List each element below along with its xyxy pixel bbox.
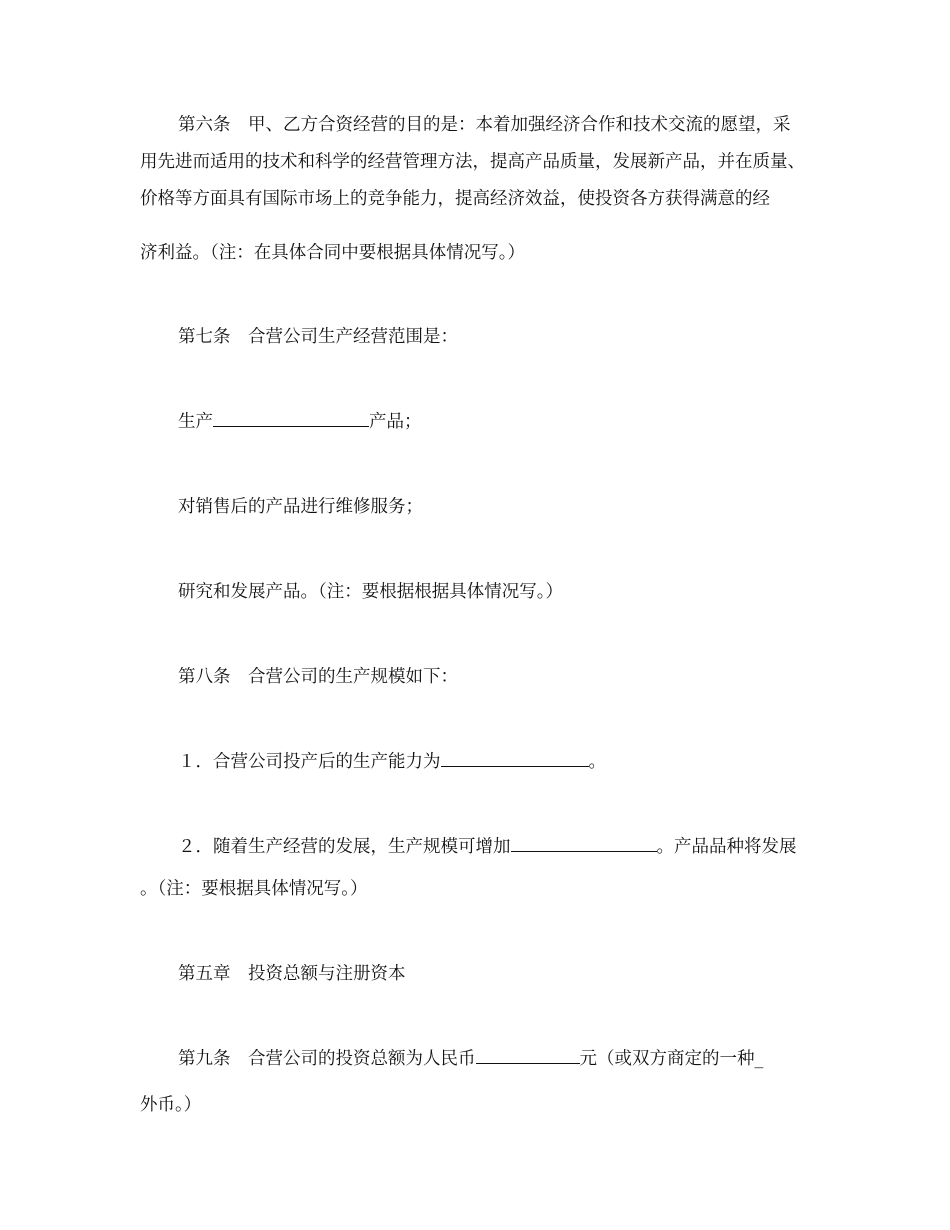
article9-suffix: 元（或双方商定的一种_ bbox=[579, 1049, 764, 1069]
article7-item2: 对销售后的产品进行维修服务； bbox=[178, 497, 423, 517]
article6-line3: 价格等方面具有国际市场上的竞争能力，提高经济效益，使投资各方获得满意的经 bbox=[140, 189, 770, 209]
article6-line1: 第六条 甲、乙方合资经营的目的是：本着加强经济合作和技术交流的愿望，采 bbox=[178, 115, 791, 135]
article8-item2-blank bbox=[511, 835, 657, 852]
article7-item1 bbox=[178, 410, 422, 434]
article9-prefix: 第九条 合营公司的投资总额为人民币 bbox=[178, 1049, 476, 1069]
article8-item2-prefix: ２．随着生产经营的发展，生产规模可增加 bbox=[178, 837, 511, 857]
article9-blank bbox=[476, 1047, 580, 1064]
article8-item1-prefix: １．合营公司投产后的生产能力为 bbox=[178, 752, 441, 772]
article7-item1-blank bbox=[213, 410, 369, 427]
article8-heading: 第八条 合营公司的生产规模如下： bbox=[178, 667, 458, 687]
article8-item2 bbox=[178, 835, 797, 859]
article6-line2: 用先进而适用的技术和科学的经营管理方法，提高产品质量，发展新产品，并在质量、 bbox=[140, 152, 805, 172]
article7-heading: 第七条 合营公司生产经营范围是： bbox=[178, 327, 458, 347]
article7-item3: 研究和发展产品。（注：要根据根据具体情况写。） bbox=[178, 582, 563, 602]
article7-item1-suffix: 产品； bbox=[369, 412, 422, 432]
chapter5-heading: 第五章 投资总额与注册资本 bbox=[178, 964, 406, 984]
article8-item2-suffix: 。产品品种将发展 bbox=[656, 837, 797, 857]
article8-item1-blank bbox=[441, 750, 589, 767]
article8-item2-continuation: 。（注：要根据具体情况写。） bbox=[140, 879, 368, 899]
article9-continuation: 外币。） bbox=[140, 1095, 202, 1115]
article9-line1 bbox=[178, 1047, 763, 1071]
article7-item1-prefix: 生产 bbox=[178, 412, 213, 432]
article6-line4: 济利益。（注：在具体合同中要根据具体情况写。） bbox=[140, 243, 525, 263]
article8-item1 bbox=[178, 750, 606, 774]
article8-item1-suffix: 。 bbox=[588, 752, 606, 772]
